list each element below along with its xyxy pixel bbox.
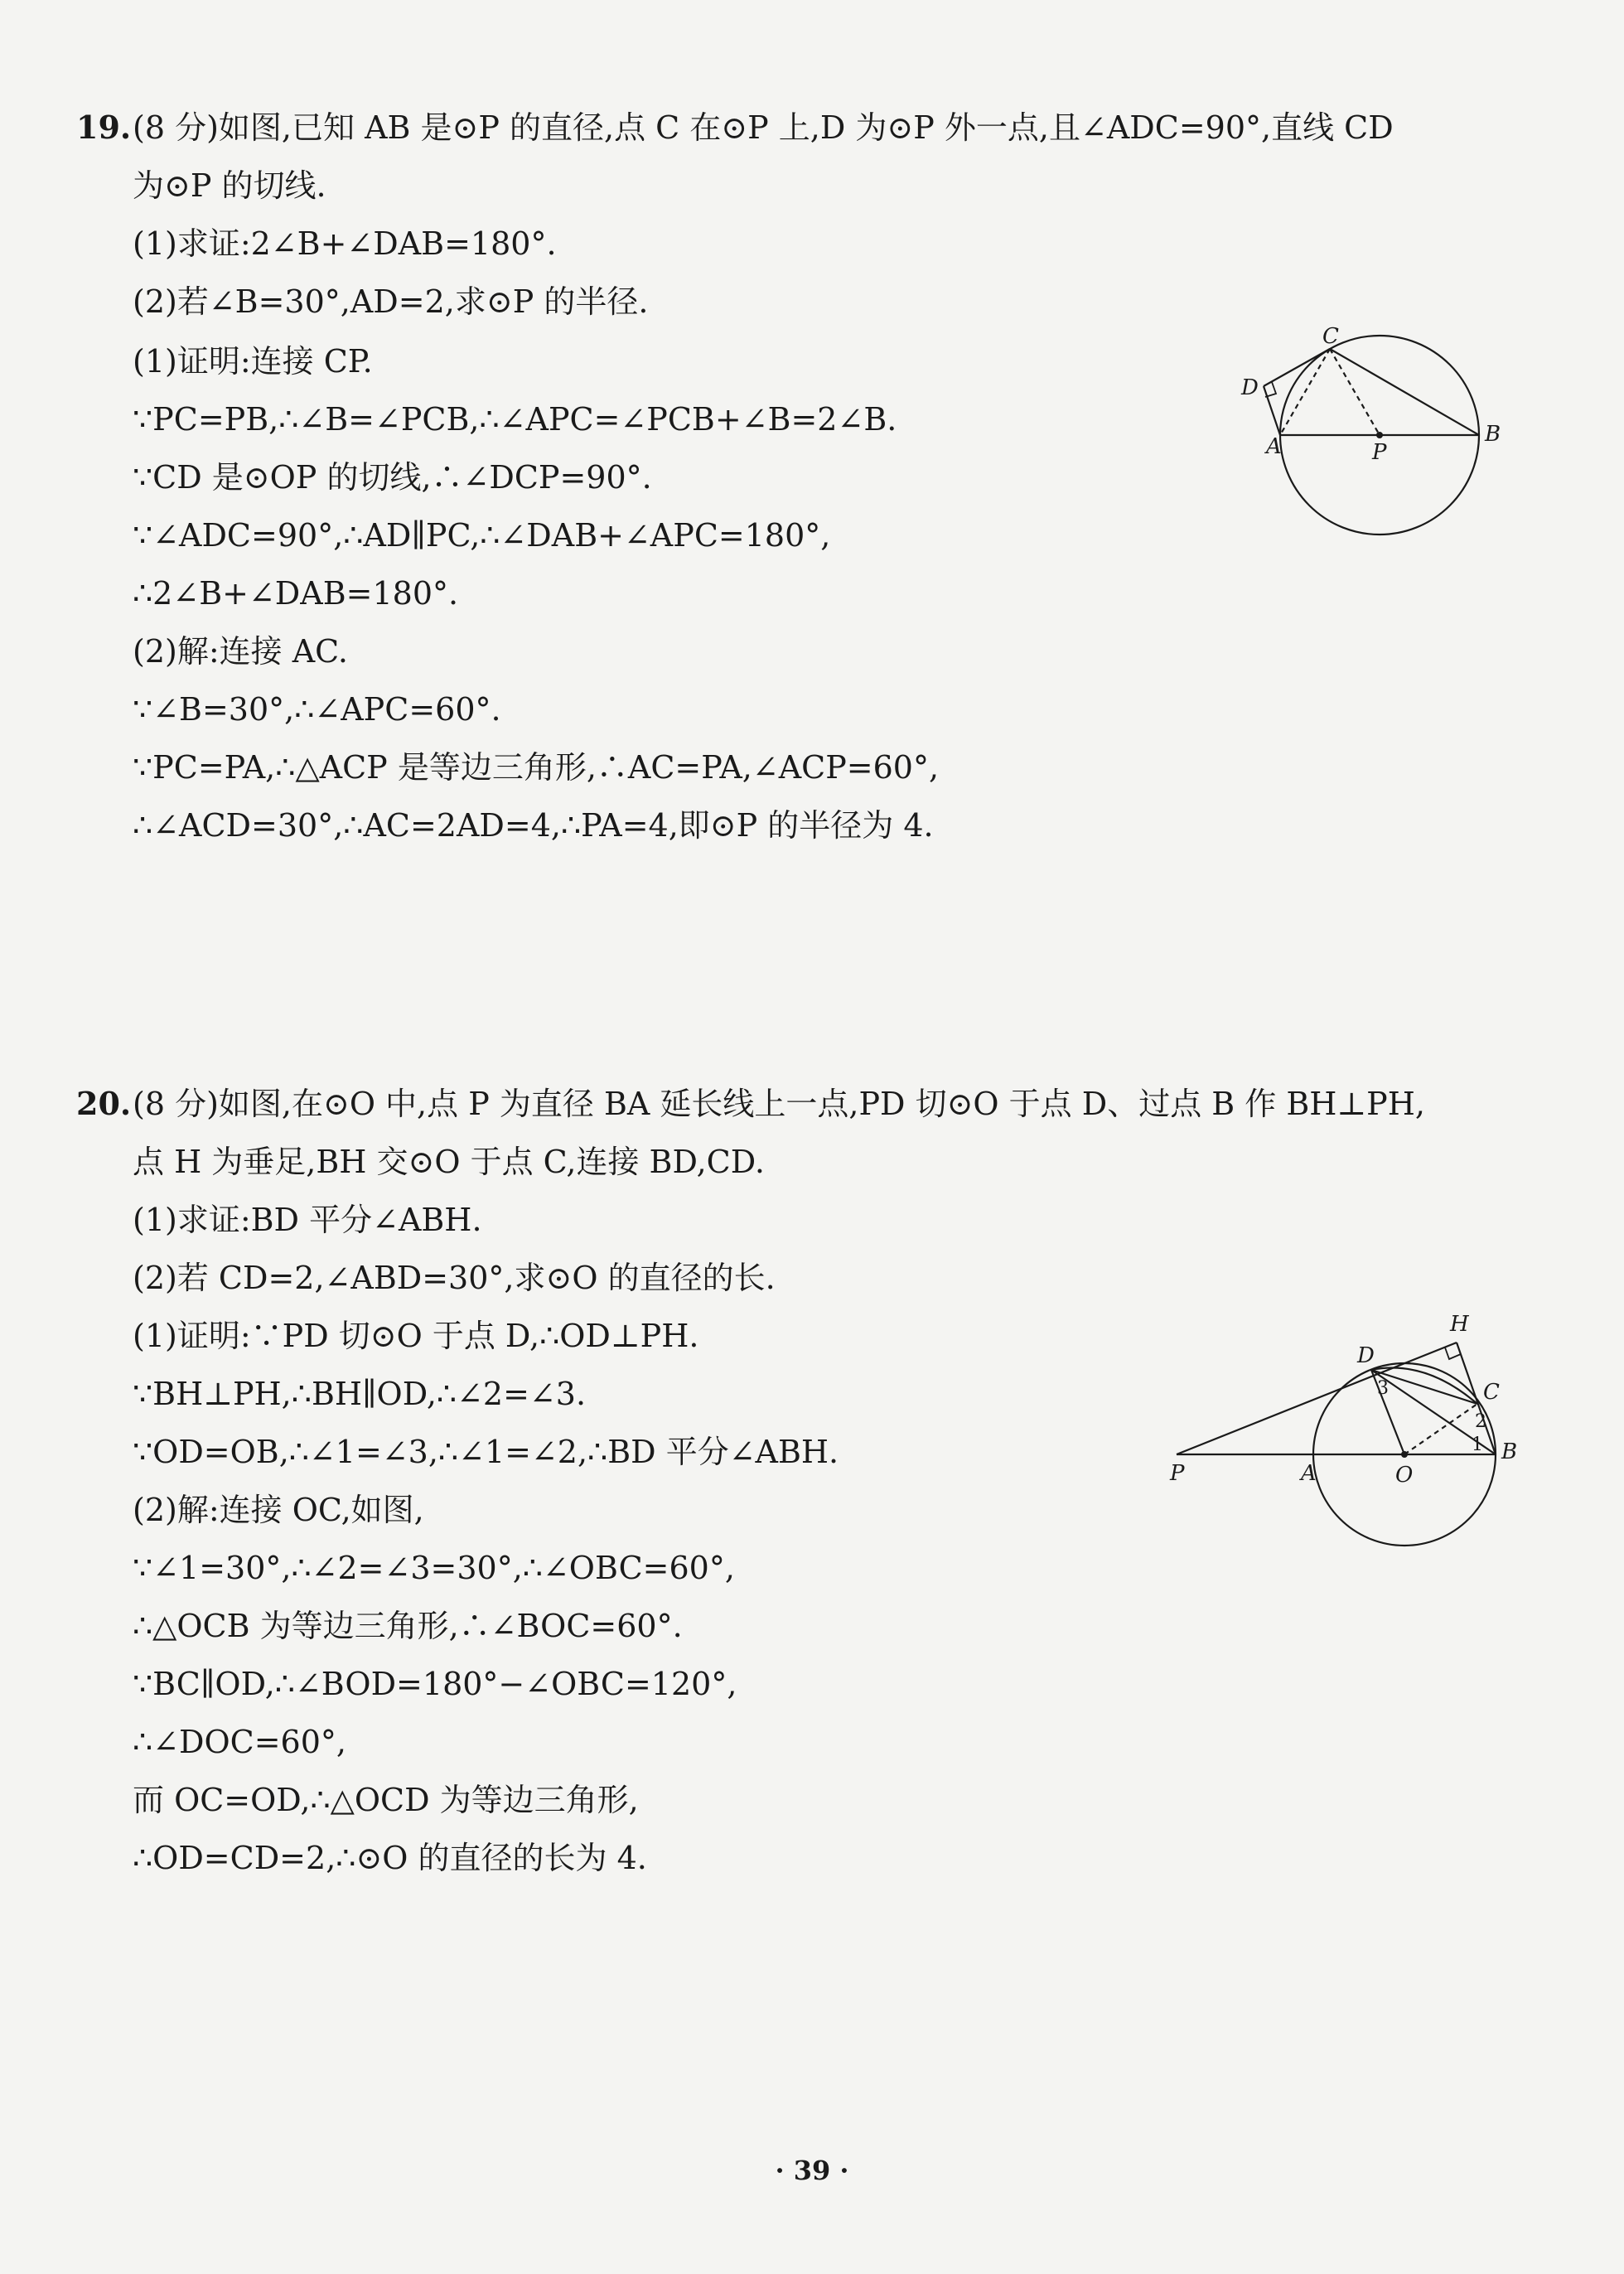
- q20-label-c: C: [1483, 1380, 1500, 1405]
- q20-line-14: ∴OD=CD=2,∴⊙O 的直径的长为 4.: [133, 1840, 647, 1876]
- q20-figure: [1160, 1301, 1525, 1550]
- q19-dashed-cp: [1330, 349, 1380, 435]
- q20-line-7: ∵OD=OB,∴∠1=∠3,∴∠1=∠2,∴BD 平分∠ABH.: [133, 1434, 839, 1470]
- q20-dashed-oc: [1404, 1404, 1477, 1454]
- q19-line-4: (2)若∠B=30°,AD=2,求⊙P 的半径.: [133, 283, 649, 320]
- q19-number: 19.: [76, 109, 132, 146]
- q20-label-o: O: [1395, 1463, 1414, 1488]
- q19-line-1: (8 分)如图,已知 AB 是⊙P 的直径,点 C 在⊙P 上,D 为⊙P 外一点,且∠ADC=90°,直线 CD: [133, 109, 1394, 146]
- q19-label-b: B: [1485, 422, 1501, 447]
- q20-line-6: ∵BH⊥PH,∴BH∥OD,∴∠2=∠3.: [133, 1376, 587, 1412]
- q19-figure: [1226, 323, 1508, 547]
- q20-line-2: 点 H 为垂足,BH 交⊙O 于点 C,连接 BD,CD.: [133, 1144, 765, 1180]
- q19-line-3: (1)求证:2∠B+∠DAB=180°.: [133, 225, 557, 262]
- q19-line-7: ∵CD 是⊙OP 的切线,∴∠DCP=90°.: [133, 459, 652, 496]
- q19-line-13: ∴∠ACD=30°,∴AC=2AD=4,∴PA=4,即⊙P 的半径为 4.: [133, 807, 934, 844]
- q20-line-5: (1)证明:∵PD 切⊙O 于点 D,∴OD⊥PH.: [133, 1318, 699, 1354]
- q20-line-1: (8 分)如图,在⊙O 中,点 P 为直径 BA 延长线上一点,PD 切⊙O 于点 D、过点 B 作 BH⊥PH,: [133, 1086, 1425, 1122]
- q20-center-dot: [1401, 1451, 1408, 1458]
- q20-label-a: A: [1301, 1461, 1317, 1486]
- q19-segment-da: [1264, 386, 1280, 435]
- q19-label-c: C: [1322, 324, 1339, 349]
- q20-label-b: B: [1501, 1439, 1518, 1464]
- q19-line-5: (1)证明:连接 CP.: [133, 343, 373, 380]
- q19-line-9: ∴2∠B+∠DAB=180°.: [133, 575, 459, 612]
- q20-line-3: (1)求证:BD 平分∠ABH.: [133, 1202, 482, 1238]
- q19-line-8: ∵∠ADC=90°,∴AD∥PC,∴∠DAB+∠APC=180°,: [133, 517, 831, 554]
- q20-angle-3: 3: [1377, 1378, 1389, 1399]
- q19-chord-bc: [1330, 349, 1479, 435]
- q19-line-10: (2)解:连接 AC.: [133, 633, 348, 670]
- q20-line-9: ∵∠1=30°,∴∠2=∠3=30°,∴∠OBC=60°,: [133, 1550, 735, 1586]
- q20-label-d: D: [1357, 1343, 1375, 1368]
- q20-line-13: 而 OC=OD,∴△OCD 为等边三角形,: [133, 1782, 639, 1818]
- q19-line-12: ∵PC=PA,∴△ACP 是等边三角形,∴AC=PA,∠ACP=60°,: [133, 749, 940, 786]
- q19-line-6: ∵PC=PB,∴∠B=∠PCB,∴∠APC=∠PCB+∠B=2∠B.: [133, 401, 897, 438]
- q20-number: 20.: [76, 1085, 132, 1122]
- q19-line-2: 为⊙P 的切线.: [133, 167, 326, 204]
- page-number: · 39 ·: [775, 2155, 849, 2186]
- q20-angle-2: 2: [1475, 1411, 1486, 1432]
- q20-label-h: H: [1450, 1312, 1469, 1337]
- q20-line-11: ∵BC∥OD,∴∠BOD=180°−∠OBC=120°,: [133, 1666, 737, 1702]
- q20-line-10: ∴△OCB 为等边三角形,∴∠BOC=60°.: [133, 1608, 683, 1644]
- q19-label-d: D: [1241, 375, 1259, 400]
- q20-line-8: (2)解:连接 OC,如图,: [133, 1492, 424, 1528]
- q19-label-a: A: [1266, 434, 1282, 459]
- q19-dashed-ac: [1280, 349, 1330, 435]
- q20-label-p: P: [1170, 1461, 1185, 1486]
- q19-center-dot: [1376, 432, 1383, 438]
- q20-line-12: ∴∠DOC=60°,: [133, 1724, 346, 1760]
- q20-angle-1: 1: [1472, 1435, 1483, 1455]
- q19-label-p: P: [1372, 440, 1387, 465]
- q20-line-4: (2)若 CD=2,∠ABD=30°,求⊙O 的直径的长.: [133, 1260, 776, 1296]
- q19-line-11: ∵∠B=30°,∴∠APC=60°.: [133, 691, 501, 728]
